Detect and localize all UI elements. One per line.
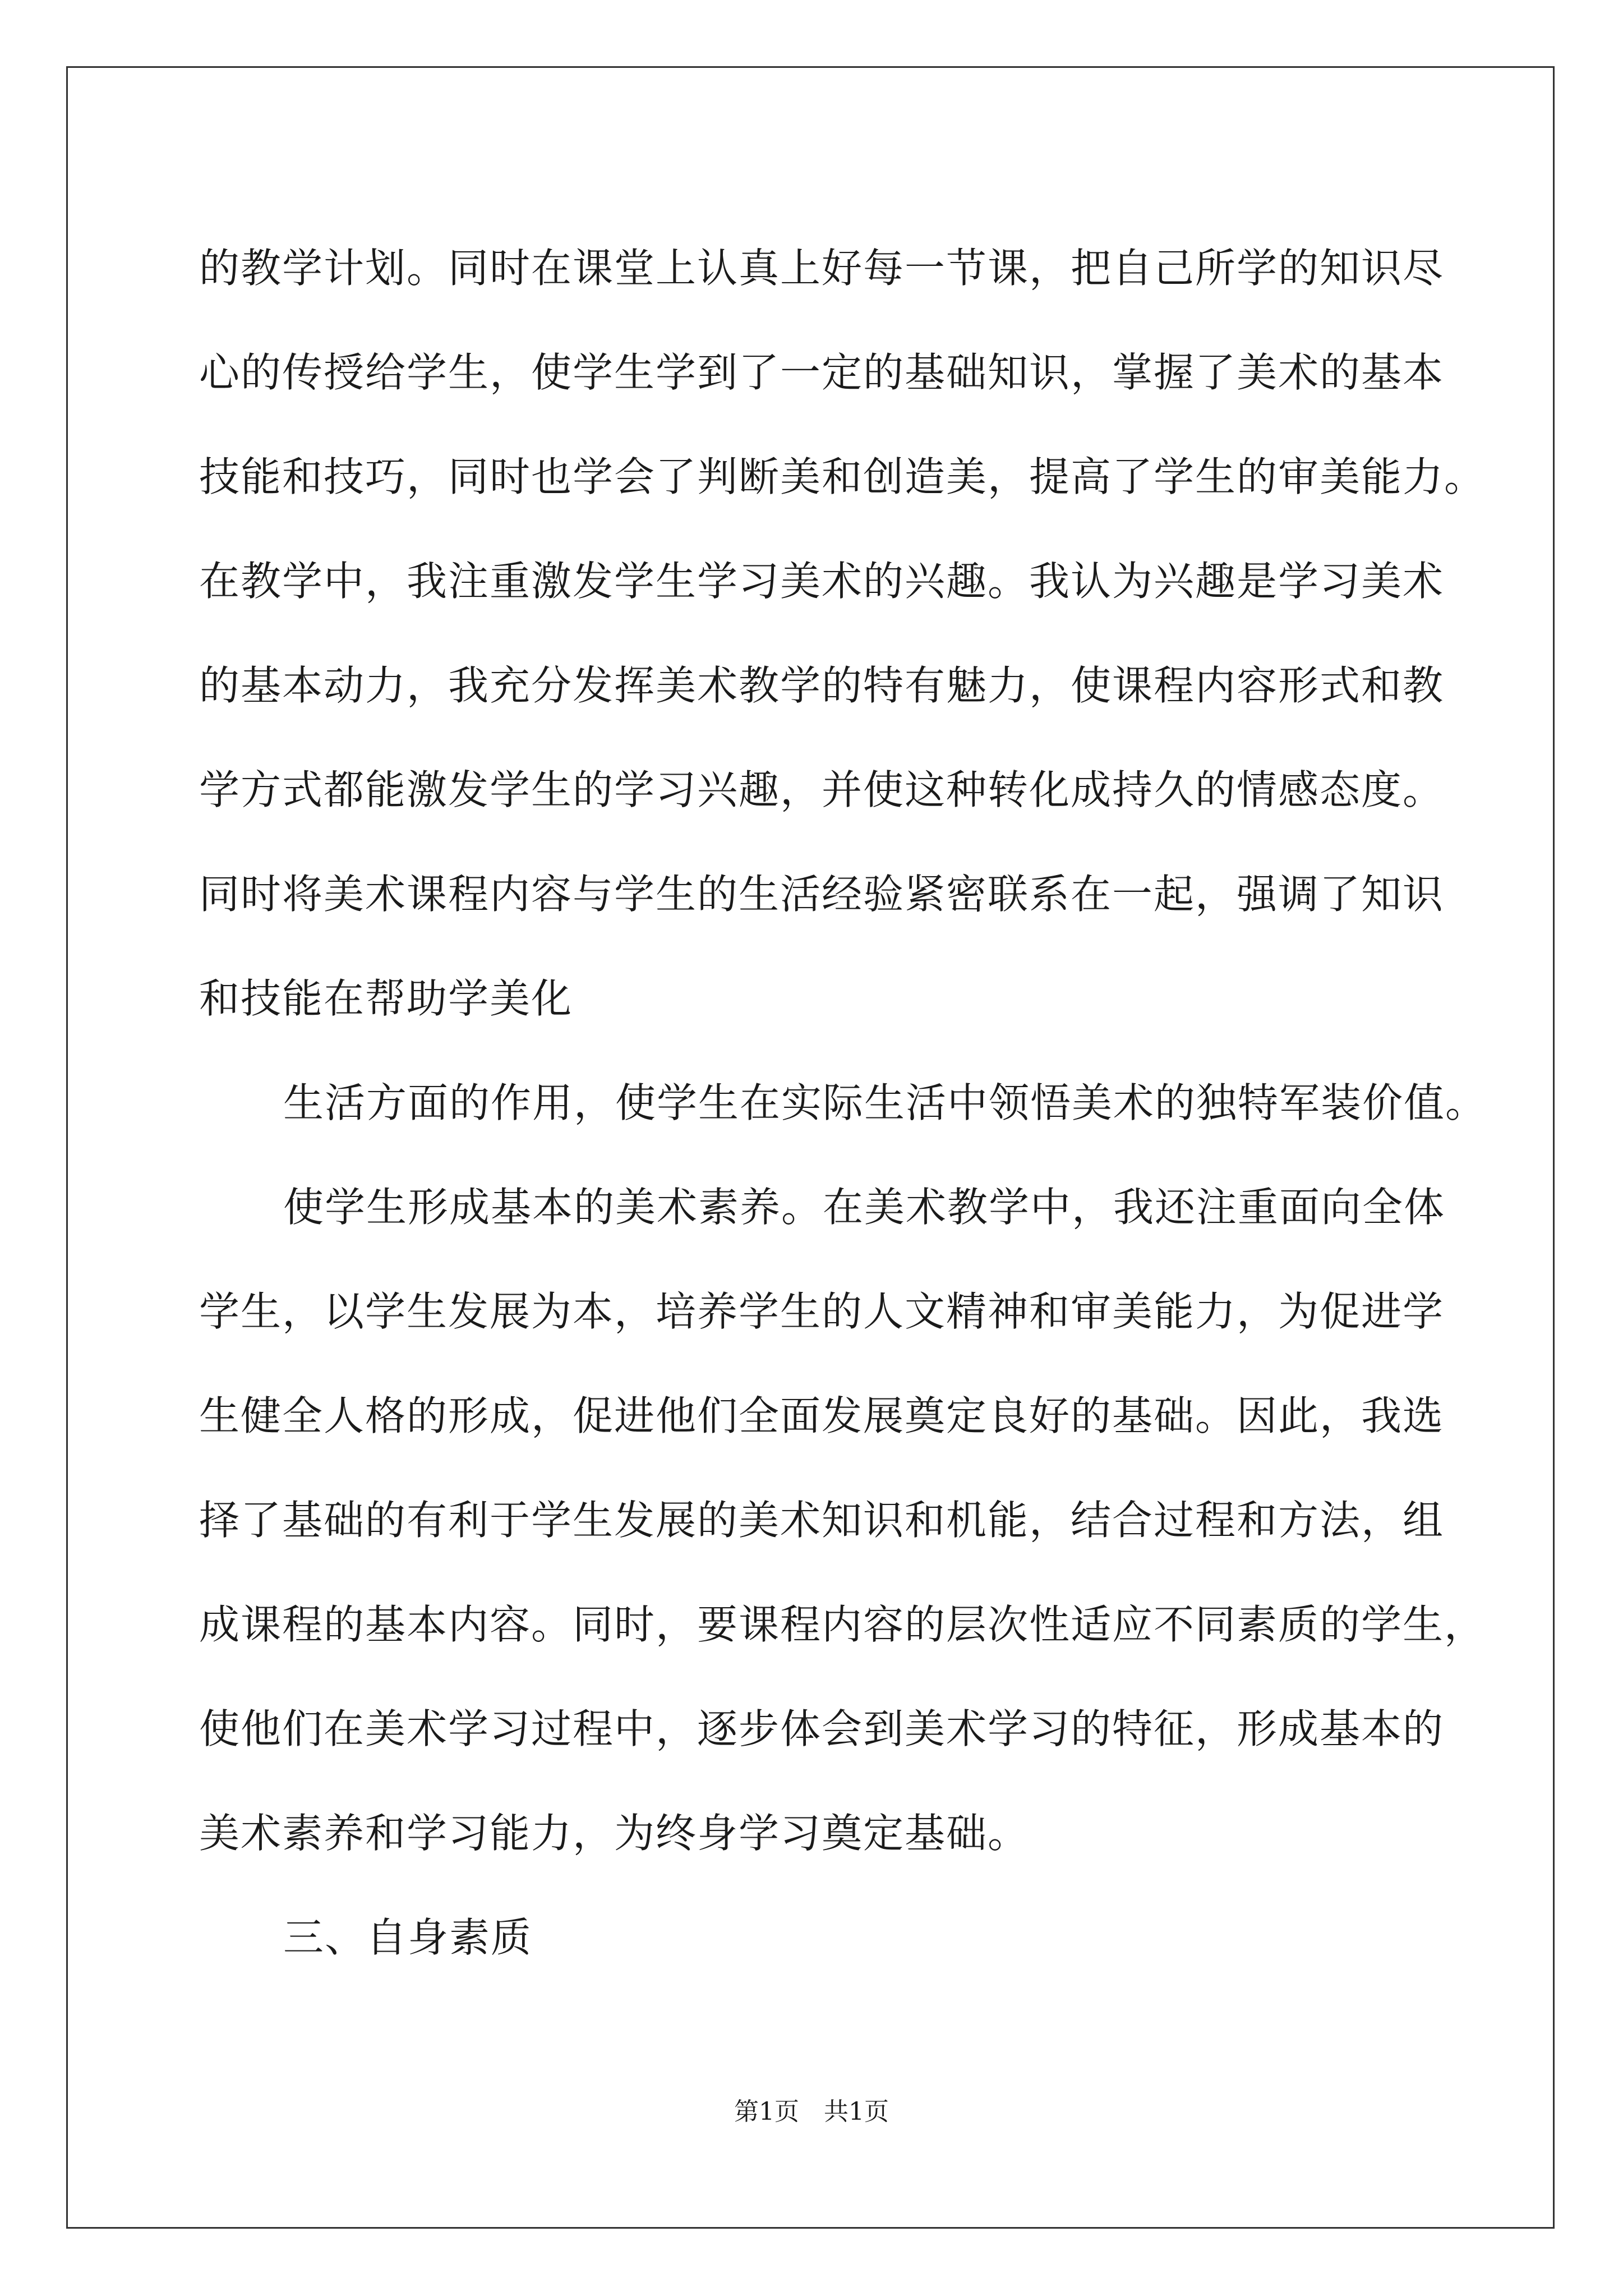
text-line: 的基本动力，我充分发挥美术教学的特有魅力，使课程内容形式和教	[199, 662, 1445, 709]
text-line: 在教学中，我注重激发学生学习美术的兴趣。我认为兴趣是学习美术	[199, 558, 1445, 605]
text-line: 的教学计划。同时在课堂上认真上好每一节课，把自己所学的知识尽	[199, 245, 1445, 292]
text-line: 择了基础的有利于学生发展的美术知识和机能，结合过程和方法，组	[199, 1497, 1445, 1544]
text-line: 生活方面的作用，使学生在实际生活中领悟美术的独特军装价值。	[283, 1079, 1487, 1126]
text-line: 技能和技巧，同时也学会了判断美和创造美，提高了学生的审美能力。	[199, 453, 1486, 500]
text-line: 同时将美术课程内容与学生的生活经验紧密联系在一起，强调了知识	[199, 871, 1445, 918]
text-line: 和技能在帮助学美化	[199, 975, 573, 1022]
text-line: 使他们在美术学习过程中，逐步体会到美术学习的特征，形成基本的	[199, 1705, 1445, 1752]
text-line: 心的传授给学生，使学生学到了一定的基础知识，掌握了美术的基本	[199, 349, 1445, 396]
text-line: 学生，以学生发展为本，培养学生的人文精神和审美能力，为促进学	[199, 1288, 1445, 1335]
text-line: 成课程的基本内容。同时，要课程内容的层次性适应不同素质的学生，	[199, 1601, 1486, 1648]
text-line: 学方式都能激发学生的学习兴趣，并使这种转化成持久的情感态度。	[199, 766, 1445, 813]
document-body	[199, 216, 1487, 1990]
section-heading: 三、自身素质	[283, 1914, 533, 1961]
text-line: 使学生形成基本的美术素养。在美术教学中，我还注重面向全体	[283, 1184, 1446, 1231]
text-line: 美术素养和学习能力，为终身学习奠定基础。	[199, 1810, 1030, 1857]
page-number: 第1页 共1页	[734, 2097, 889, 2126]
text-line: 生健全人格的形成，促进他们全面发展奠定良好的基础。因此，我选	[199, 1392, 1445, 1439]
